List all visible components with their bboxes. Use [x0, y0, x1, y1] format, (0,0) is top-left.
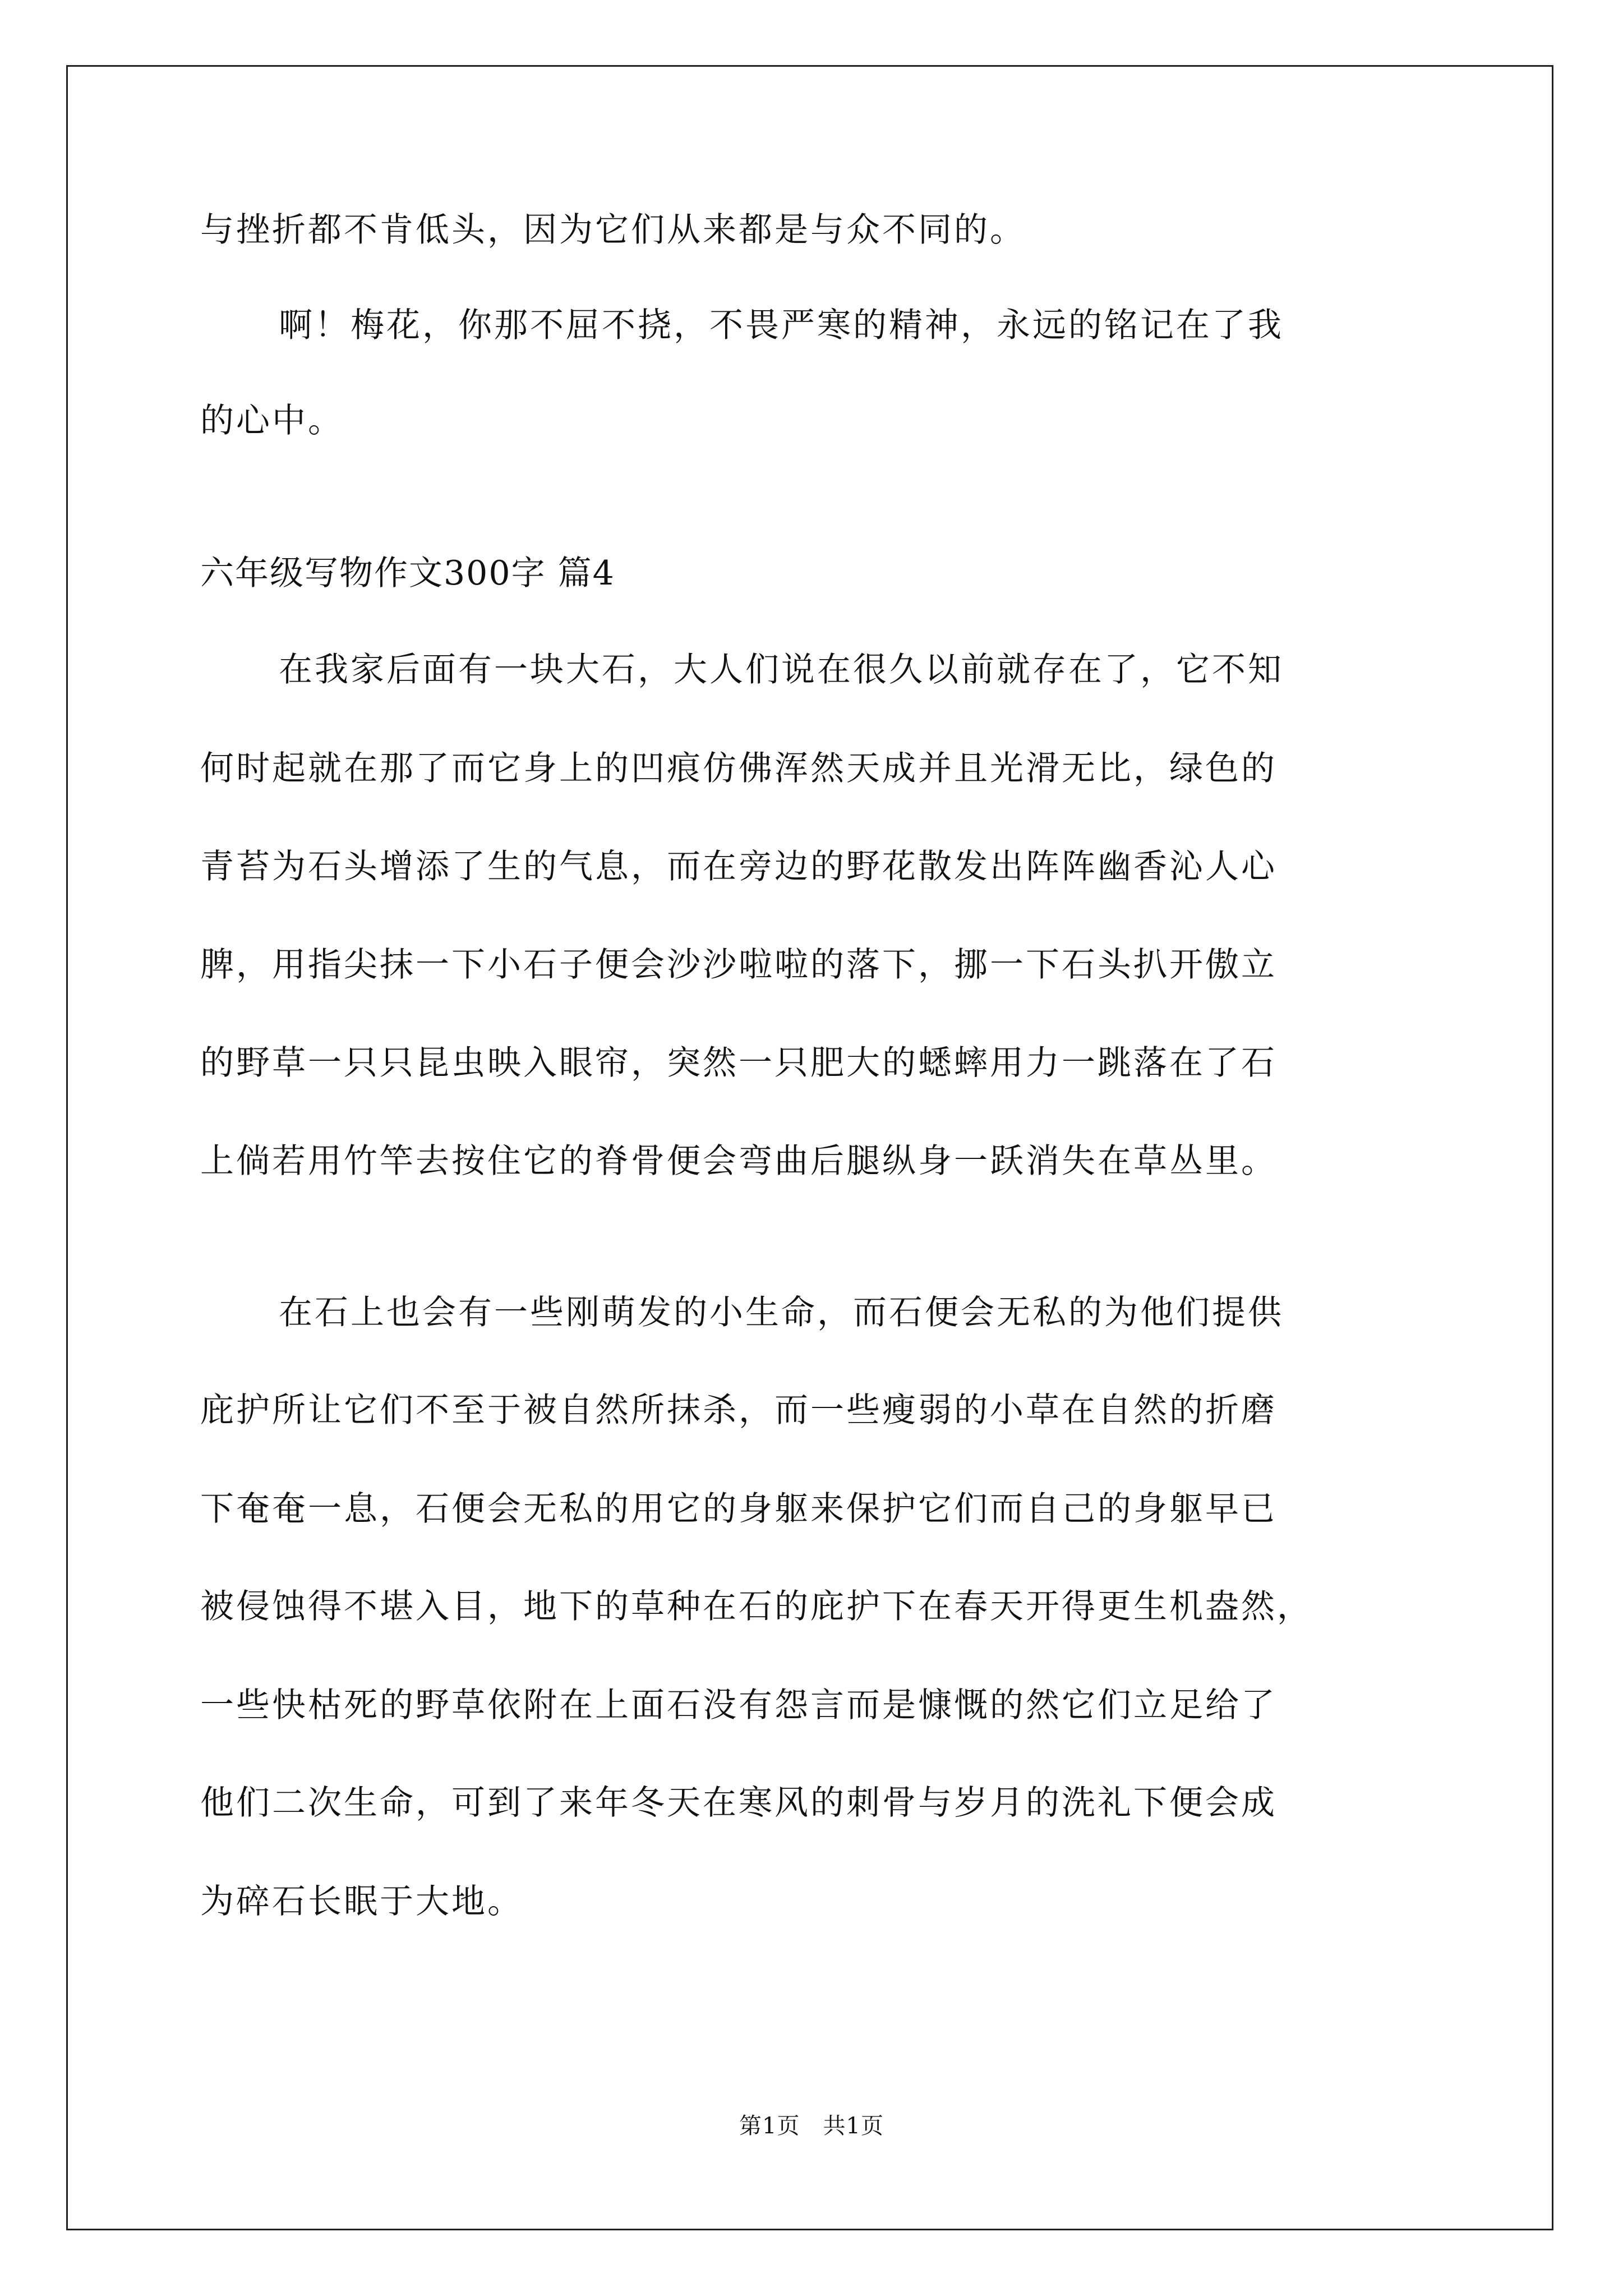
text-line: 青苔为石头增添了生的气息，而在旁边的野花散发出阵阵幽香沁人心	[200, 847, 1277, 886]
page-number: 第1页 共1页	[739, 2113, 884, 2139]
text-line: 在我家后面有一块大石，大人们说在很久以前就存在了，它不知	[279, 650, 1284, 689]
text-line: 下奄奄一息，石便会无私的用它的身躯来保护它们而自己的身躯早已	[200, 1489, 1277, 1529]
text-line: 一些快枯死的野草依附在上面石没有怨言而是慷慨的然它们立足给了	[200, 1686, 1277, 1725]
text-line: 在石上也会有一些刚萌发的小生命，而石便会无私的为他们提供	[279, 1293, 1284, 1332]
text-line: 与挫折都不肯低头，因为它们从来都是与众不同的。	[200, 210, 1026, 250]
text-line: 脾，用指尖抹一下小石子便会沙沙啦啦的落下，挪一下石头扒开傲立	[200, 945, 1277, 984]
text-line: 他们二次生命，可到了来年冬天在寒风的刺骨与岁月的洗礼下便会成	[200, 1783, 1277, 1823]
text-line: 的野草一只只昆虫映入眼帘，突然一只肥大的蟋蟀用力一跳落在了石	[200, 1043, 1277, 1083]
section-heading: 六年级写物作文300字 篇4	[200, 554, 615, 593]
text-line: 被侵蚀得不堪入目，地下的草种在石的庇护下在春天开得更生机盎然，	[200, 1587, 1313, 1626]
text-line: 上倘若用竹竿去按住它的脊骨便会弯曲后腿纵身一跃消失在草丛里。	[200, 1142, 1277, 1181]
text-line: 何时起就在那了而它身上的凹痕仿佛浑然天成并且光滑无比，绿色的	[200, 749, 1277, 788]
text-line: 为碎石长眠于大地。	[200, 1882, 523, 1921]
text-line: 的心中。	[200, 401, 344, 440]
text-line: 啊！梅花，你那不屈不挠，不畏严寒的精神，永远的铭记在了我	[279, 306, 1284, 345]
text-line: 庇护所让它们不至于被自然所抹杀，而一些瘦弱的小草在自然的折磨	[200, 1391, 1277, 1430]
